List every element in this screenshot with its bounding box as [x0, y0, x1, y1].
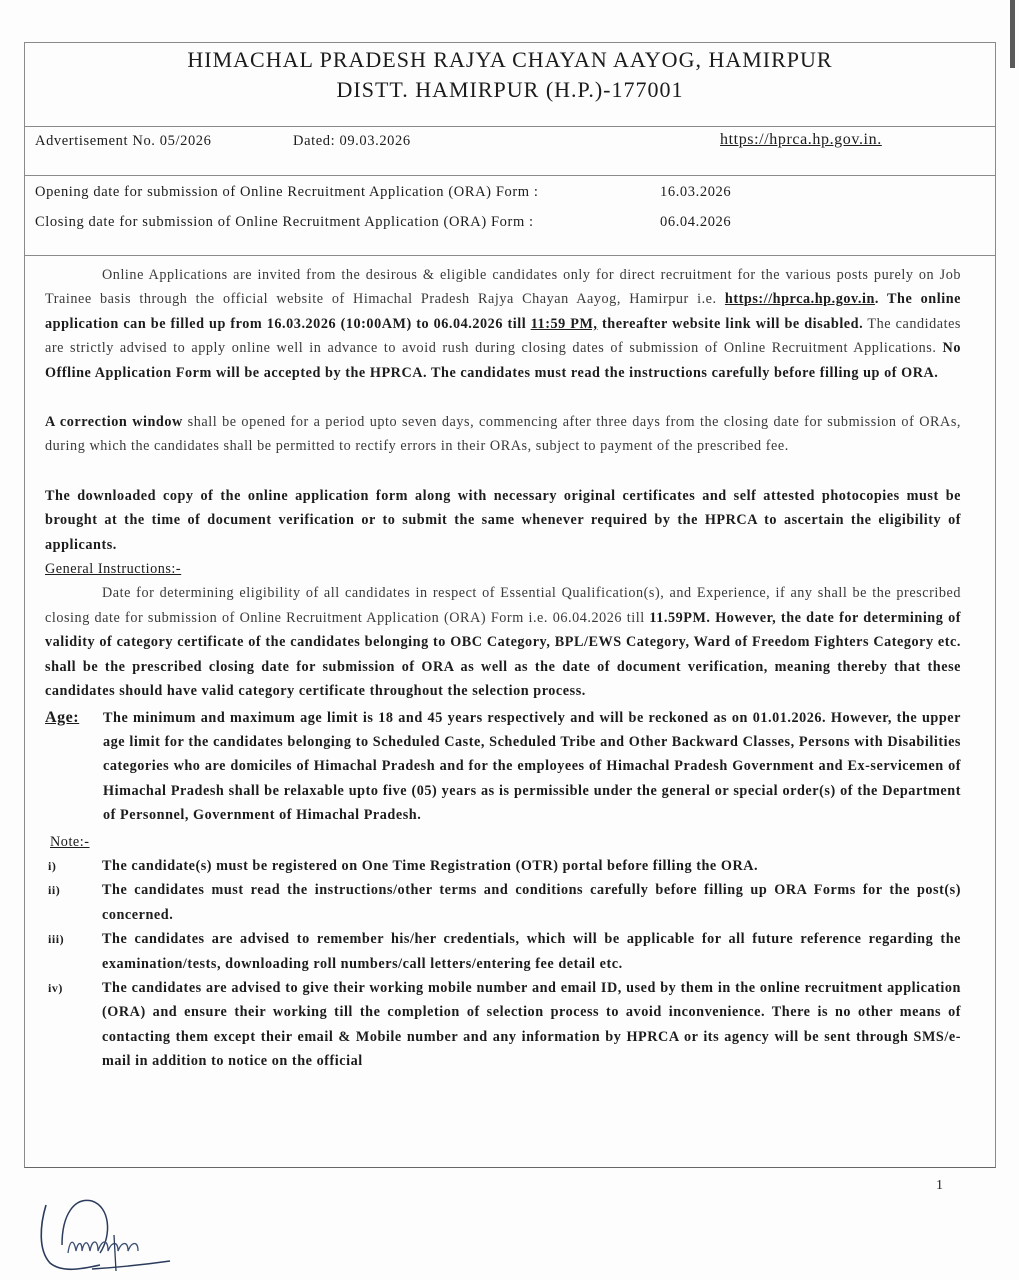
advertisement-info-row: [25, 127, 995, 176]
correction-window-text: shall be opened for a period upto seven days, commencing after three days from the closing date for submission of ORAs, during which the candidates shall be permitted to rectify errors in their ORAs, subject to payment of the prescribed fee.: [45, 414, 961, 455]
website-link[interactable]: https://hprca.hp.gov.in.: [720, 131, 882, 148]
eligibility-date-paragraph: [45, 581, 961, 703]
advertisement-document: [24, 42, 996, 1168]
note-item-number: ii): [48, 883, 61, 898]
note-item-number: iii): [48, 932, 65, 947]
eligibility-date-text: Date for determining eligibility of all candidates in respect of Essential Qualification(s), and Experience, if any shall be the prescribed closing date for submission of Online Recruitment Application (ORA) Form i.e. 06.04.2026 till: [45, 585, 961, 626]
age-text: The minimum and maximum age limit is 18 and 45 years respectively and will be reckoned as on 01.01.2026. However, the upper age limit for the candidates belonging to Scheduled Caste, Scheduled Tribe and Other Backward Classes, Persons with Disabilities categories who are domiciles of Himachal Pradesh and for the employees of Himachal Pradesh Government and Ex-servicemen of Himachal Pradesh shall be relaxable upto five (05) years as is permissible under the general or special order(s) of the Department of Personnel, Government of Himachal Pradesh.: [103, 709, 961, 824]
opening-date-value: 16.03.2026: [660, 184, 732, 200]
closing-date-label: Closing date for submission of Online Recruitment Application (ORA) Form :: [35, 214, 534, 230]
note-item: [45, 927, 961, 976]
intro-advice-text: The candidates are strictly advised to apply online well in advance to avoid rush during closing dates of submission of Online Recruitment Applications.: [45, 315, 961, 357]
scrollbar[interactable]: [1010, 0, 1015, 68]
note-list: [45, 854, 995, 1074]
organization-name: HIMACHAL PRADESH RAJYA CHAYAN AAYOG, HAMIRPUR: [187, 47, 833, 72]
intro-paragraph: [45, 263, 961, 385]
note-item-number: i): [48, 858, 57, 873]
note-item-text: The candidate(s) must be registered on One Time Registration (OTR) portal before filling the ORA.: [102, 857, 759, 874]
category-certificate-text: 11.59PM. However, the date for determining of validity of category certificate of the candidates belonging to OBC Category, BPL/EWS Category, Ward of Freedom Fighters Category etc. shall be the prescribed closing date for submission of ORA as well as the date of document verification, meaning thereby that these candidates should have valid category certificate throughout the selection process.: [45, 609, 962, 700]
closing-date-row: [35, 214, 732, 231]
note-item: [45, 976, 961, 1074]
correction-window-paragraph: [45, 410, 961, 459]
note-item: [45, 878, 961, 927]
age-section: [45, 706, 961, 828]
note-item: [45, 854, 961, 878]
intro-schedule-text: . The online application can be filled up from 16.03.2026 (10:00AM) to 06.04.2026 till: [45, 291, 961, 332]
note-item-text: The candidates must read the instructions/other terms and conditions carefully before filling up ORA Forms for the post(s) concerned.: [102, 882, 961, 923]
note-item-number: iv): [48, 980, 63, 995]
document-header: [25, 43, 995, 127]
correction-window-label: A correction window: [45, 414, 183, 431]
advertisement-date: Dated: 09.03.2026: [293, 133, 411, 149]
opening-date-row: [35, 184, 732, 201]
intro-offline-notice: No Offline Application Form will be accepted by the HPRCA. The candidates must read the instructions carefully before filling up of ORA.: [45, 340, 961, 381]
note-item-text: The candidates are advised to give their working mobile number and email ID, used by them in the online recruitment application (ORA) and ensure their working till the completion of selection process to avoid inconvenience. There is no other means of contacting them except their email & Mobile number and any information by HPRCA or its agency will be sent through SMS/e-mail in addition to notice on the official: [102, 979, 961, 1070]
advertisement-number: Advertisement No. 05/2026: [35, 133, 212, 149]
intro-link-disabled-text: thereafter website link will be disabled.: [597, 315, 864, 332]
organization-address: DISTT. HAMIRPUR (H.P.)-177001: [336, 77, 684, 102]
opening-date-label: Opening date for submission of Online Recruitment Application (ORA) Form :: [35, 184, 539, 200]
note-item-text: The candidates are advised to remember his/her credentials, which will be applicable for all future reference regarding the examination/tests, downloading roll numbers/call letters/entering fee detail etc.: [102, 931, 961, 972]
signature-icon: [22, 1195, 182, 1275]
age-label: Age:: [45, 708, 80, 726]
intro-closing-time: 11:59 PM,: [530, 315, 598, 332]
intro-text: Online Applications are invited from the desirous & eligible candidates only for direct recruitment for the various posts purely on Job Trainee basis through the official website of Himachal Pradesh Rajya Chayan Aayog, Hamirpur i.e.: [45, 267, 961, 308]
intro-website-link[interactable]: https://hprca.hp.gov.in: [724, 291, 875, 308]
page-number: 1: [936, 1178, 943, 1193]
closing-date-value: 06.04.2026: [660, 214, 732, 230]
document-verification-paragraph: The downloaded copy of the online application form along with necessary original certificates and self attested photocopies must be brought at the time of document verification or to submit the same whenever required by the HPRCA to ascertain the eligibility of applicants.: [45, 487, 961, 553]
note-heading: Note:-: [50, 833, 90, 850]
document-body: [25, 263, 995, 1074]
submission-dates: [25, 176, 995, 256]
general-instructions-heading: General Instructions:-: [45, 561, 182, 578]
